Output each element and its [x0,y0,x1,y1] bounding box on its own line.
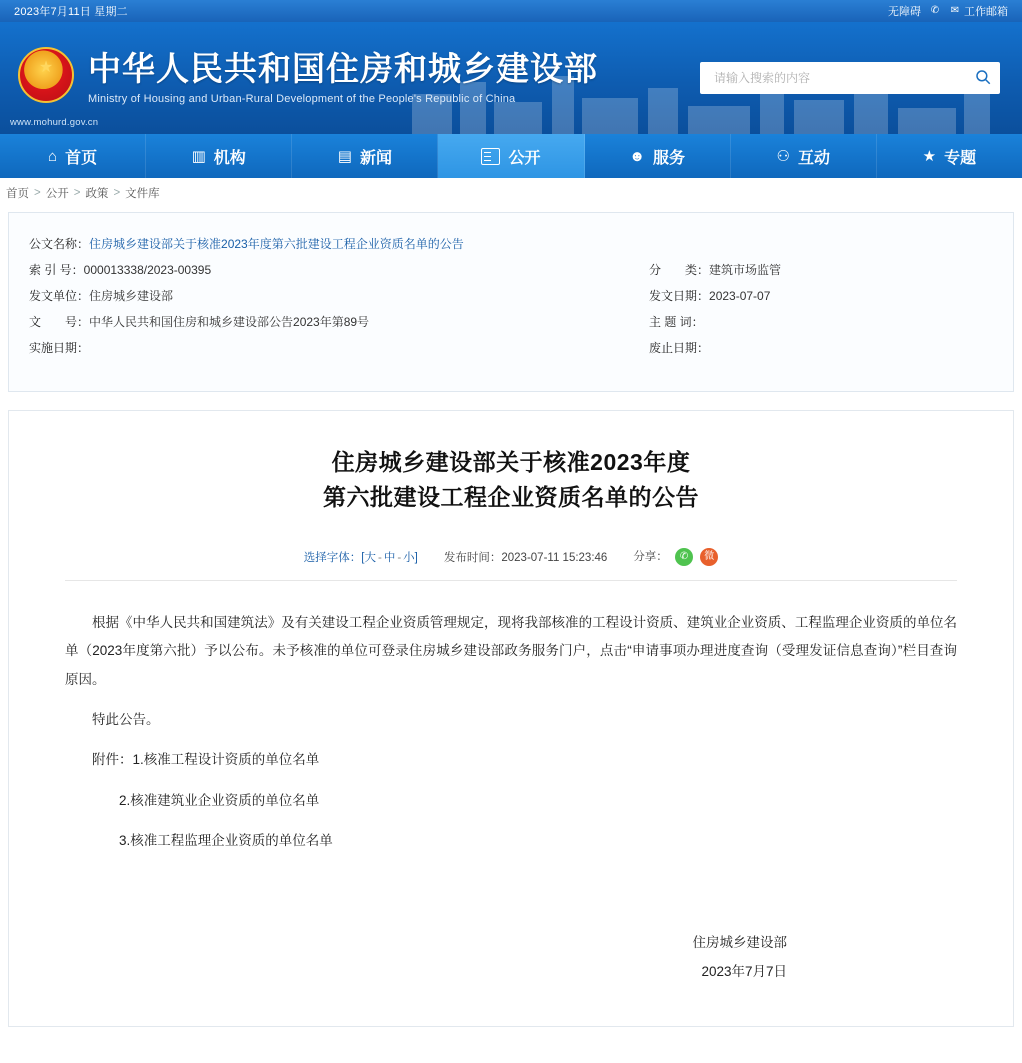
search-icon [974,68,992,86]
meta-row-issuer [29,283,993,309]
meta-label-docnum: 文 号： [29,315,90,329]
meta-row-index [29,257,993,283]
weibo-share-icon[interactable]: 微 [700,548,718,566]
nav-label-home: 首页 [65,149,98,167]
meta-label-issuer: 发文单位： [29,289,90,303]
meta-value-issue-date: 2023-07-07 [709,289,771,303]
nav-item-open-info[interactable] [438,134,584,178]
meta-right-category [649,257,993,283]
breadcrumb-sep-1: > [73,187,81,199]
attachment-item-3[interactable]: 3.核准工程监理企业资质的单位名单 [119,833,333,849]
meta-label-effective: 实施日期： [29,341,90,355]
banner-inner [0,22,1022,134]
meta-value-name[interactable]: 住房城乡建设部关于核准2023年度第六批建设工程企业资质名单的公告 [89,237,464,251]
nav-label-organization: 机构 [213,149,246,167]
article-paragraph-1: 根据《中华人民共和国建筑法》及有关建设工程企业资质管理规定，现将我部核准的工程设计资质、建筑业企业资质、工程监理企业资质的单位名单（2023年度第六批）予以公布。未予核准的单位可登录住房城乡建设部政务服务门户，点击“申请事项办理进度查询（受理发证信息查询）”栏目查询原因。 [65,615,957,687]
nav-item-interaction[interactable] [731,134,877,178]
article-title-line2: 第六批建设工程企业资质名单的公告 [323,483,699,510]
font-size-medium[interactable]: 中 [383,552,396,564]
breadcrumb-sep-0: > [34,187,41,199]
star-topic-icon: ★ [922,148,937,165]
site-url: www.mohurd.gov.cn [10,117,99,128]
breadcrumb-sep-2: > [113,187,121,199]
site-banner [0,22,1022,134]
site-title-en: Ministry of Housing and Urban-Rural Development of the People's Republic of China [88,93,516,106]
meta-right-issue-date [649,283,993,309]
nav-item-news[interactable] [292,134,438,178]
meta-value-index: 000013338/2023-00395 [83,263,212,277]
attachment-item-2[interactable]: 2.核准建筑业企业资质的单位名单 [119,792,320,808]
publish-time-label: 发布时间： [443,552,502,564]
national-emblem-icon [18,47,74,103]
breadcrumb [0,178,1022,208]
publish-time-group [444,549,607,565]
site-titles [88,51,598,105]
building-icon: ▥ [191,148,206,165]
top-utility-bar [0,0,1022,22]
nav-label-news: 新闻 [359,149,392,167]
accessibility-link[interactable] [888,3,921,19]
publish-time-value: 2023-07-11 15:23:46 [501,552,608,564]
article-body [65,609,957,855]
nav-item-organization[interactable] [146,134,292,178]
article-title-line1: 住房城乡建设部关于核准2023年度 [331,449,691,475]
meta-left-issuer [29,283,649,309]
font-sep-1: - [377,552,382,564]
meta-label-issue-date: 发文日期： [649,289,710,303]
site-title-cn: 中华人民共和国住房和城乡建设部 [88,49,598,87]
meta-row-name [29,231,993,257]
breadcrumb-item-0[interactable]: 首页 [6,188,29,200]
nav-item-topic[interactable] [877,134,1022,178]
article-card [8,410,1014,1027]
share-label: 分享： [633,551,668,564]
font-size-label: 选择字体：[ [303,552,365,564]
font-size-large[interactable]: 大 [364,552,376,564]
meta-row-docnum [29,309,993,335]
signature-date: 2023年7月7日 [701,963,787,979]
news-icon: ▤ [337,148,352,165]
meta-value-issuer: 住房城乡建设部 [89,289,174,303]
nav-label-open-info: 公开 [508,149,541,167]
meta-label-abolish: 废止日期： [649,341,710,355]
meta-row-effective [29,335,993,361]
search-input[interactable] [712,70,968,86]
wechat-icon: ✆ [930,5,940,16]
nav-item-service[interactable] [585,134,731,178]
interaction-icon: ⚇ [776,148,790,165]
font-size-switcher [304,549,418,565]
meta-left-name [29,231,649,257]
search-button[interactable] [968,65,994,91]
meta-left-index [29,257,649,283]
work-mail-label: 工作邮箱 [964,6,1008,18]
font-sep-2: - [397,552,402,564]
search-box[interactable] [700,62,1000,94]
wechat-share-icon[interactable]: ✆ [675,548,693,566]
signature-organization: 住房城乡建设部 [692,935,787,951]
topbar-links [888,3,1008,19]
home-icon: ⌂ [48,147,58,165]
meta-label-index: 索 引 号： [29,263,84,277]
meta-left-docnum [29,309,649,335]
meta-label-category: 分 类： [649,263,710,277]
nav-label-topic: 专题 [944,149,977,167]
attachment-item-1[interactable]: 附件：1.核准工程设计资质的单位名单 [92,752,320,768]
open-info-icon [481,148,500,165]
nav-item-home[interactable] [0,134,146,178]
font-size-small[interactable]: 小 [403,552,415,564]
meta-right-keywords [649,309,993,335]
mail-icon: ✉ [950,5,960,16]
article-signature [65,929,957,986]
service-person-icon: ☻ [629,147,646,165]
share-group [633,548,718,566]
meta-left-effective [29,335,649,361]
breadcrumb-item-2[interactable]: 政策 [85,188,109,200]
meta-label-name: 公文名称： [29,237,90,251]
nav-label-service: 服务 [653,149,686,167]
accessibility-label: 无障碍 [888,6,921,18]
article-toolbar [65,548,957,581]
meta-right-abolish [649,335,993,361]
work-mail-link[interactable] [949,3,1008,19]
current-date: 2023年7月11日 星期二 [14,6,128,18]
meta-label-keywords: 主 题 词： [649,315,704,329]
document-meta-panel [8,212,1014,392]
font-size-label-end: ] [414,552,418,564]
main-navigation [0,134,1022,178]
nav-label-interaction: 互动 [797,149,830,167]
meta-value-category: 建筑市场监管 [709,263,782,277]
wechat-link[interactable] [929,5,941,17]
article-paragraph-2: 特此公告。 [92,712,160,728]
breadcrumb-item-3[interactable]: 文件库 [125,188,160,200]
article-title [65,445,957,514]
breadcrumb-item-1[interactable]: 公开 [45,188,69,200]
meta-value-docnum: 中华人民共和国住房和城乡建设部公告2023年第89号 [89,315,370,329]
